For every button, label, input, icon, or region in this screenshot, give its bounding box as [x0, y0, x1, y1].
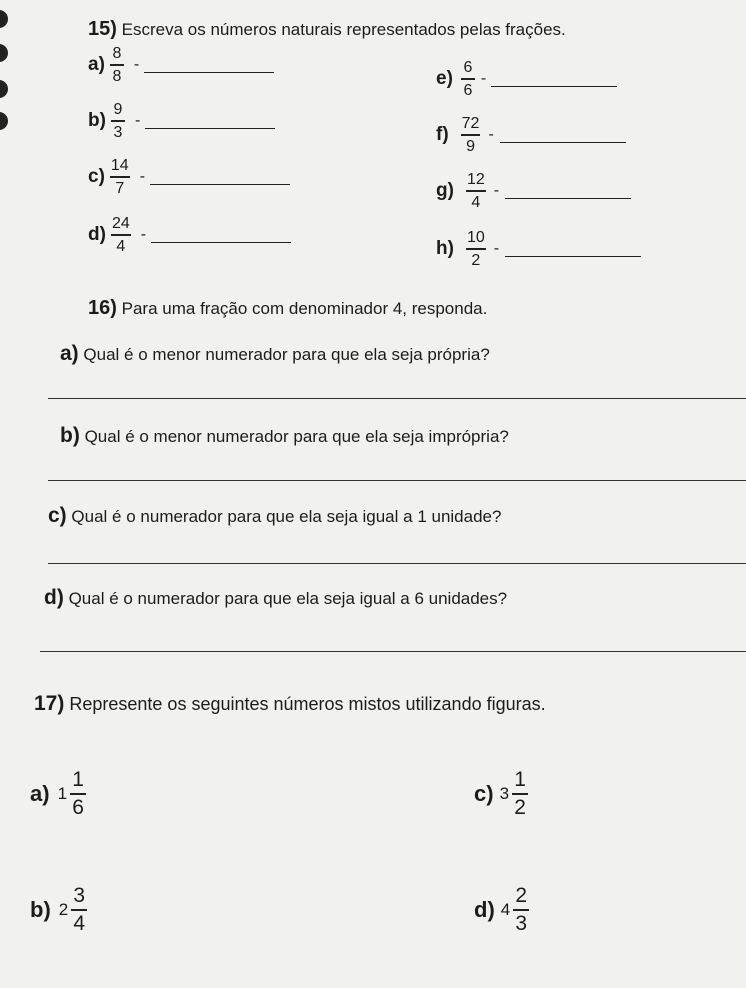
question-text: Qual é o menor numerador para que ela seja própria?	[83, 345, 490, 364]
fraction	[461, 58, 475, 100]
numerator: 24	[111, 215, 130, 232]
item-label: d)	[44, 586, 64, 609]
answer-blank[interactable]	[150, 184, 290, 185]
q15-item-c	[88, 156, 290, 198]
item-label: c)	[88, 165, 105, 187]
denominator: 2	[514, 796, 526, 819]
item-label: b)	[30, 897, 51, 922]
item-label: c)	[48, 504, 67, 527]
q16-number: 16)	[88, 297, 117, 319]
numerator: 10	[466, 229, 485, 246]
fraction-bar	[512, 793, 528, 795]
binder-hole	[0, 112, 8, 130]
fraction	[461, 114, 481, 156]
item-label: h)	[436, 237, 454, 259]
item-label: a)	[60, 342, 79, 365]
fraction-bar	[466, 190, 486, 192]
answer-blank[interactable]	[505, 198, 631, 199]
fraction-bar	[461, 78, 475, 80]
dash: -	[480, 69, 487, 87]
dash: -	[139, 167, 146, 185]
binder-hole	[0, 10, 8, 28]
q16-text: Para uma fração com denominador 4, responda.	[121, 299, 488, 318]
fraction	[111, 100, 125, 142]
denominator: 4	[116, 237, 126, 255]
binder-hole	[0, 44, 8, 62]
fraction-bar	[461, 134, 481, 136]
q15-item-e	[436, 58, 617, 100]
denominator: 8	[112, 67, 122, 85]
fraction-bar	[111, 120, 125, 122]
fraction	[466, 228, 486, 270]
numerator: 1	[514, 768, 526, 791]
answer-line[interactable]	[48, 563, 746, 564]
item-label: b)	[88, 109, 106, 131]
denominator: 7	[115, 179, 125, 197]
binder-hole	[0, 80, 8, 98]
numerator: 8	[112, 45, 122, 62]
q17-heading	[34, 692, 546, 716]
dash: -	[134, 111, 141, 129]
numerator: 2	[515, 884, 528, 907]
answer-blank[interactable]	[500, 142, 626, 143]
answer-blank[interactable]	[151, 242, 291, 243]
answer-blank[interactable]	[491, 86, 617, 87]
q17-item-b	[30, 884, 87, 936]
q15-text: Escreva os números naturais representados pelas frações.	[121, 20, 566, 39]
numerator: 9	[113, 101, 123, 118]
fraction	[110, 44, 124, 86]
whole-part: 2	[58, 900, 69, 919]
numerator: 1	[72, 768, 84, 791]
fraction	[110, 156, 130, 198]
numerator: 72	[461, 115, 480, 132]
q15-item-a	[88, 44, 274, 86]
q15-heading	[88, 18, 566, 41]
numerator: 3	[73, 884, 86, 907]
mixed-number	[58, 768, 86, 820]
q16-item-a	[60, 342, 490, 366]
dash: -	[493, 239, 500, 257]
answer-blank[interactable]	[144, 72, 274, 73]
fraction	[71, 884, 87, 936]
fraction	[466, 170, 486, 212]
q16-item-b	[60, 424, 509, 448]
item-label: c)	[474, 781, 494, 806]
mixed-number	[59, 884, 87, 936]
q17-item-a	[30, 768, 86, 820]
fraction	[111, 214, 131, 256]
q15-item-h	[436, 228, 641, 270]
fraction	[70, 768, 86, 820]
numerator: 12	[466, 171, 485, 188]
fraction-bar	[110, 64, 124, 66]
mixed-number	[501, 884, 529, 936]
denominator: 2	[471, 251, 481, 269]
whole-part: 4	[500, 900, 511, 919]
item-label: g)	[436, 179, 454, 201]
mixed-number	[500, 768, 528, 820]
numerator: 14	[110, 157, 129, 174]
q16-item-c	[48, 504, 501, 528]
q15-item-d	[88, 214, 291, 256]
item-label: f)	[436, 123, 449, 145]
item-label: a)	[88, 53, 105, 75]
dash: -	[488, 125, 494, 143]
fraction	[513, 884, 529, 936]
whole-part: 1	[57, 784, 68, 803]
numerator: 6	[463, 59, 473, 76]
fraction-bar	[513, 909, 529, 911]
q15-item-b	[88, 100, 275, 142]
denominator: 3	[515, 912, 528, 935]
q15-item-g	[436, 170, 631, 212]
fraction	[512, 768, 528, 820]
fraction-bar	[70, 793, 86, 795]
fraction-bar	[111, 234, 131, 236]
answer-line[interactable]	[48, 480, 746, 481]
whole-part: 3	[499, 784, 510, 803]
denominator: 6	[463, 81, 473, 99]
denominator: 3	[113, 123, 123, 141]
q17-item-c	[474, 768, 528, 820]
dash: -	[140, 225, 147, 243]
denominator: 4	[471, 193, 481, 211]
dash: -	[493, 181, 500, 199]
answer-blank[interactable]	[145, 128, 275, 129]
q17-item-d	[474, 884, 529, 936]
q16-heading	[88, 297, 487, 320]
question-text: Qual é o numerador para que ela seja igual a 1 unidade?	[71, 507, 502, 526]
q16-item-d	[44, 586, 507, 610]
item-label: d)	[474, 897, 495, 922]
fraction-bar	[71, 909, 87, 911]
item-label: a)	[30, 781, 50, 806]
q15-item-f	[436, 114, 626, 156]
item-label: b)	[60, 424, 80, 447]
answer-line[interactable]	[40, 651, 746, 652]
question-text: Qual é o menor numerador para que ela seja imprópria?	[84, 427, 509, 446]
q17-text: Represente os seguintes números mistos utilizando figuras.	[69, 694, 546, 714]
denominator: 6	[72, 796, 84, 819]
q17-number: 17)	[34, 692, 65, 715]
fraction-bar	[110, 176, 130, 178]
question-text: Qual é o numerador para que ela seja igual a 6 unidades?	[68, 589, 508, 608]
item-label: e)	[436, 67, 453, 89]
denominator: 9	[466, 137, 475, 155]
fraction-bar	[466, 248, 486, 250]
item-label: d)	[88, 223, 106, 245]
dash: -	[133, 55, 140, 73]
q15-number: 15)	[88, 18, 117, 40]
denominator: 4	[73, 912, 86, 935]
answer-line[interactable]	[48, 398, 746, 399]
answer-blank[interactable]	[505, 256, 641, 257]
